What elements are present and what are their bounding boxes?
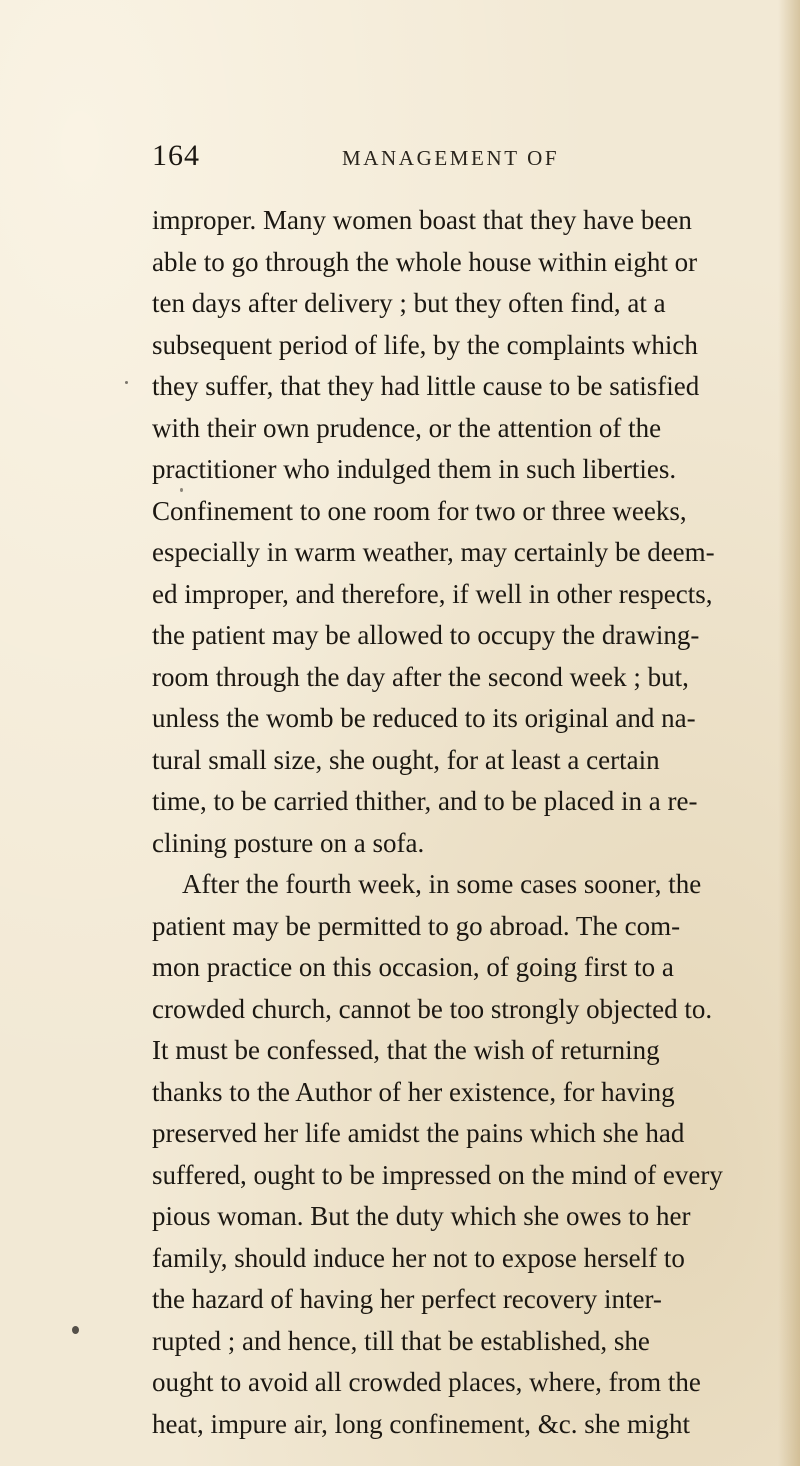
text-line: improper. Many women boast that they have been — [152, 205, 692, 235]
page-header — [152, 136, 632, 176]
text-line: they suffer, that they had little cause to be satisfied — [152, 371, 700, 401]
text-line: heat, impure air, long confinement, &c. she might — [152, 1408, 691, 1439]
body-text — [152, 200, 723, 1445]
text-line: family, should induce her not to expose herself to — [152, 1242, 685, 1273]
text-line: ought to avoid all crowded places, where, from the — [152, 1367, 701, 1397]
ink-speck — [180, 488, 183, 492]
text-line: After the fourth week, in some cases sooner, the — [182, 869, 702, 899]
ink-speck — [72, 1326, 79, 1334]
text-line: especially in warm weather, may certainly be deem- — [152, 537, 715, 567]
text-line: rupted ; and hence, till that be established, she — [152, 1325, 650, 1356]
text-line: ten days after delivery ; but they often find, at a — [152, 288, 666, 318]
text-line: clining posture on a sofa. — [152, 827, 425, 858]
page-number: 164 — [152, 139, 200, 172]
text-line: room through the day after the second week ; but, — [152, 661, 689, 692]
text-line: thanks to the Author of her existence, for having — [152, 1076, 675, 1107]
text-line: preserved her life amidst the pains which she had — [152, 1118, 685, 1148]
text-line: unless the womb be reduced to its original and na- — [152, 703, 696, 733]
running-head: MANAGEMENT OF — [342, 146, 560, 170]
text-line: suffered, ought to be impressed on the mind of every — [152, 1159, 723, 1190]
text-line: with their own prudence, or the attention of the — [152, 412, 662, 443]
text-line: time, to be carried thither, and to be placed in a re- — [152, 786, 698, 816]
text-line: patient may be permitted to go abroad. The com- — [152, 910, 681, 941]
text-line: the patient may be allowed to occupy the drawing- — [152, 620, 700, 650]
text-line: the hazard of having her perfect recovery inter- — [152, 1284, 662, 1314]
text-line: It must be confessed, that the wish of returning — [152, 1035, 660, 1065]
ink-speck — [125, 381, 128, 384]
text-line: practitioner who indulged them in such liberties. — [152, 454, 677, 484]
text-line: pious woman. But the duty which she owes to her — [152, 1201, 691, 1231]
text-line: Confinement to one room for two or three weeks, — [152, 495, 687, 526]
text-line: ed improper, and therefore, if well in other respects, — [152, 578, 713, 609]
text-line: subsequent period of life, by the complaints which — [152, 329, 698, 360]
text-line: mon practice on this occasion, of going first to a — [152, 952, 674, 982]
text-line: able to go through the whole house within eight or — [152, 246, 698, 277]
page-edge-shading — [778, 0, 800, 1466]
text-line: tural small size, she ought, for at least a certain — [152, 744, 660, 775]
text-line: crowded church, cannot be too strongly objected to. — [152, 993, 713, 1024]
